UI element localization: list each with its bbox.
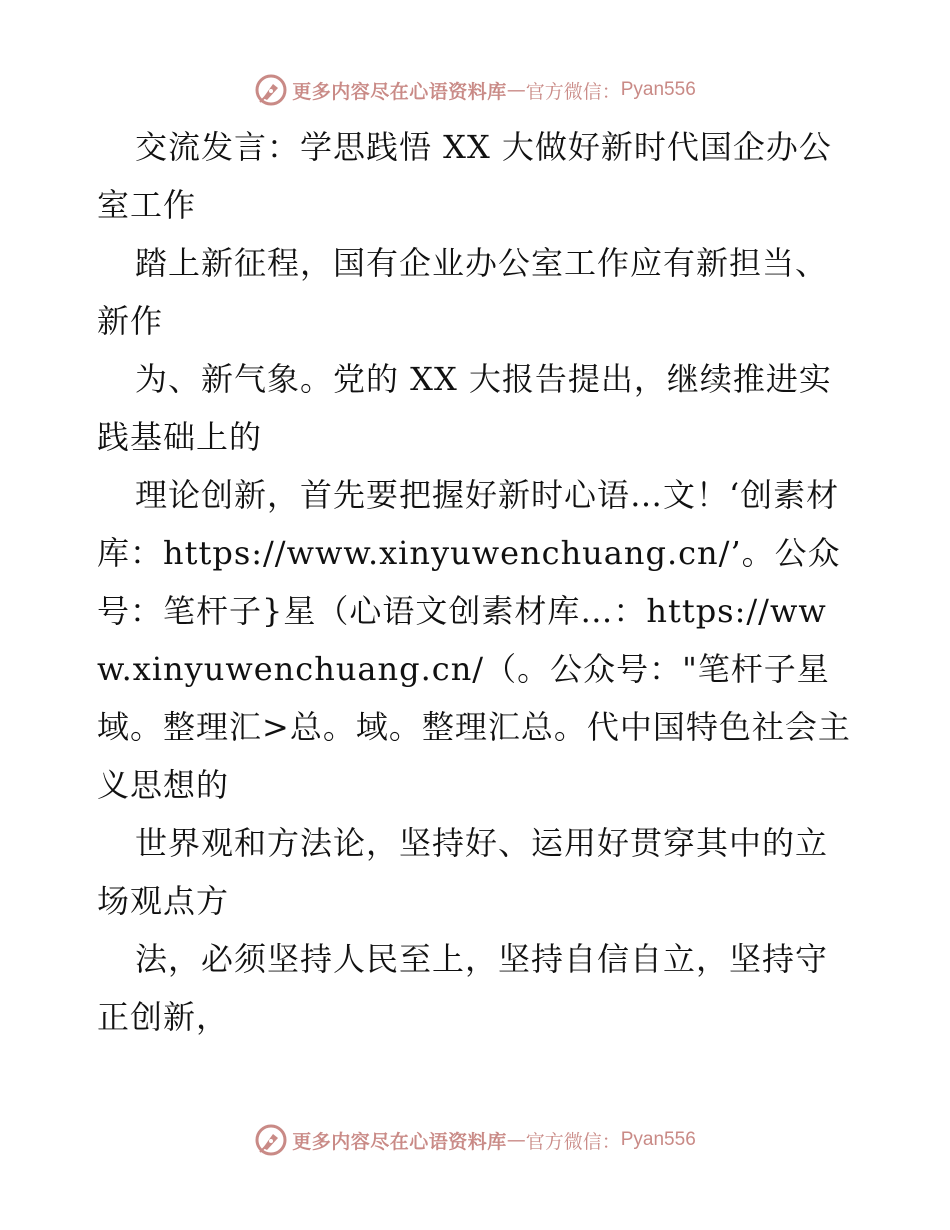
footer-wechat-id: Pyan556	[620, 1129, 696, 1150]
header-banner	[0, 70, 950, 110]
pen-nib-logo-icon	[254, 1123, 288, 1157]
header-main-text: 更多内容尽在心语资料库	[292, 80, 507, 103]
paragraph-6: 法，必须坚持人民至上，坚持自信自立，坚持守正创新，	[97, 940, 829, 1036]
footer-wechat-label: 官方微信：	[525, 1130, 621, 1153]
footer-dash: —	[506, 1129, 526, 1151]
document-body	[97, 118, 855, 1046]
footer-banner	[0, 1120, 950, 1160]
paragraph-3: 为、新气象。党的 XX 大报告提出，继续推进实践基础上的	[97, 360, 832, 456]
pen-nib-logo-icon	[254, 73, 288, 107]
paragraph-1: 交流发言：学思践悟 XX 大做好新时代国企办公室工作	[97, 128, 832, 224]
paragraph-4: 理论创新，首先要把握好新时心语…文！‘创素材库：https://www.xinyuwenchuang.cn/’。公众号：笔杆子}星（心语文创素材库…：https://www.xinyuwenchuang.cn/（。公众号："笔杆子星域。整理汇>总。域。整理汇总。代中国特色社会主义思想的	[97, 476, 851, 804]
header-wechat-label: 官方微信：	[525, 80, 621, 103]
header-dash: —	[506, 79, 526, 101]
footer-main-text: 更多内容尽在心语资料库	[292, 1130, 507, 1153]
paragraph-5: 世界观和方法论，坚持好、运用好贯穿其中的立场观点方	[97, 824, 829, 920]
paragraph-2: 踏上新征程，国有企业办公室工作应有新担当、新作	[97, 244, 829, 340]
header-wechat-id: Pyan556	[620, 79, 696, 100]
